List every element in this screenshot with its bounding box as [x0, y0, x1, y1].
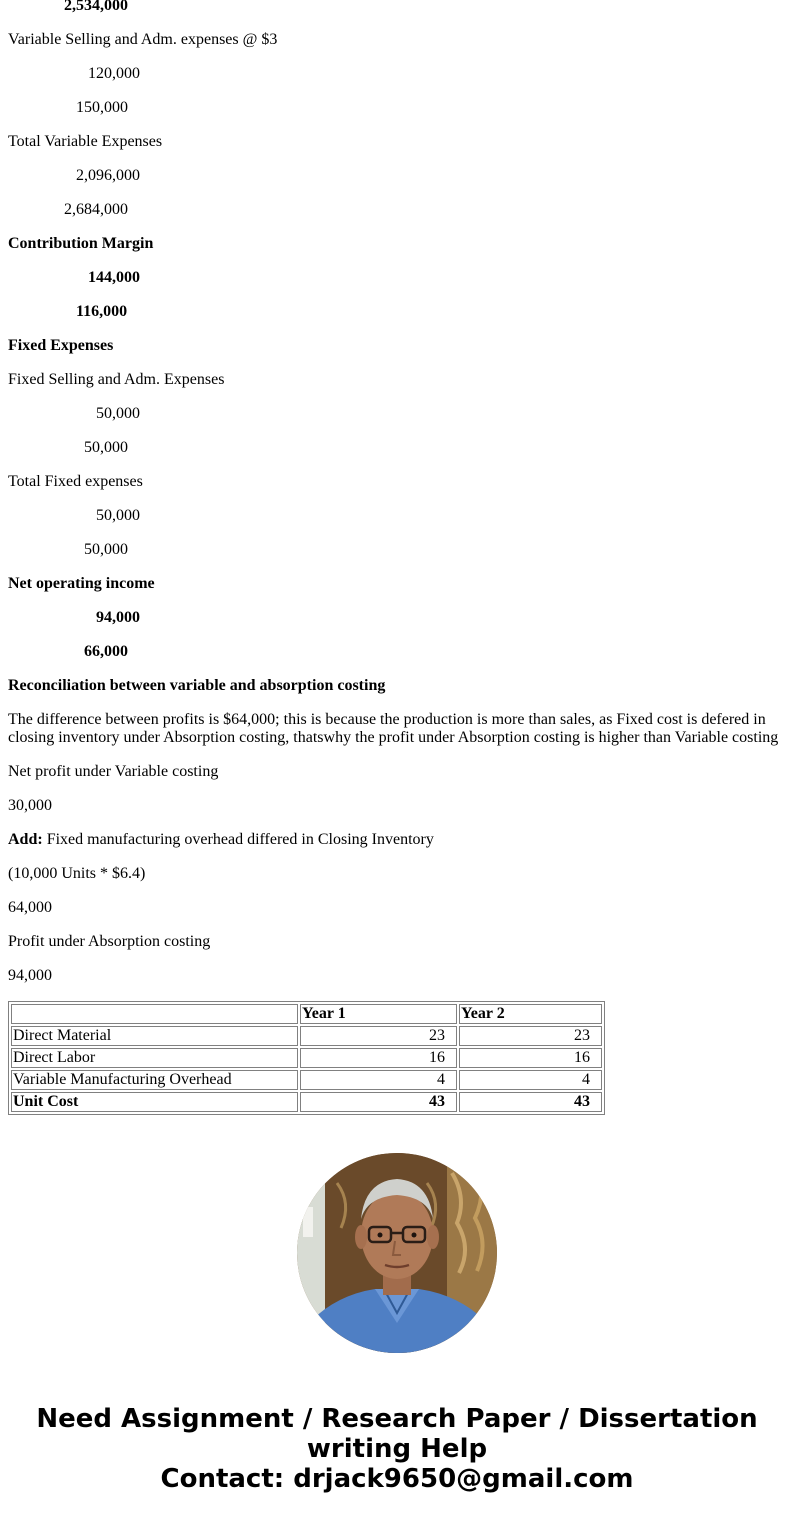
fixed-selling-label: Fixed Selling and Adm. Expenses	[8, 371, 225, 388]
table-row	[11, 1070, 602, 1090]
fixed-expenses-heading: Fixed Expenses	[8, 337, 114, 354]
avatar-photo-illustration	[297, 1153, 497, 1353]
net-operating-income-label: Net operating income	[8, 575, 155, 592]
table-total-row	[11, 1092, 602, 1112]
table-header-blank	[11, 1004, 298, 1024]
table-header-row	[11, 1004, 602, 1024]
table-header-year2: Year 2	[459, 1004, 602, 1024]
row-label: Direct Labor	[11, 1048, 298, 1068]
total-year1: 43	[300, 1092, 457, 1112]
variable-selling-year2: 150,000	[76, 99, 128, 116]
row-label: Direct Material	[11, 1026, 298, 1046]
row-year2: 23	[459, 1026, 602, 1046]
total-year2: 43	[459, 1092, 602, 1112]
sales-year2-value: 2,534,000	[64, 0, 128, 14]
absorption-profit-label: Profit under Absorption costing	[8, 933, 211, 950]
row-year1: 4	[300, 1070, 457, 1090]
total-variable-label: Total Variable Expenses	[8, 133, 163, 150]
variable-selling-label: Variable Selling and Adm. expenses @ $3	[8, 31, 278, 48]
contribution-margin-year2: 116,000	[76, 303, 128, 320]
table-header-year1: Year 1	[300, 1004, 457, 1024]
variable-selling-year1: 120,000	[88, 65, 140, 82]
row-year1: 16	[300, 1048, 457, 1068]
reconciliation-explanation: The difference between profits is $64,000; this is because the production is more than sales, as Fixed cost is defered in closing inventory under Absorption costing, thatswhy the profit under Absorption costing is higher than Variable costing	[8, 711, 779, 746]
absorption-profit-value: 94,000	[8, 967, 52, 984]
contribution-margin-year1: 144,000	[88, 269, 140, 286]
promo-line-1: Need Assignment / Research Paper / Dissertation	[36, 1404, 758, 1434]
total-variable-year2: 2,684,000	[64, 201, 128, 218]
add-text: Fixed manufacturing overhead differed in Closing Inventory	[42, 831, 434, 848]
add-fixed-overhead-line	[8, 831, 434, 849]
total-variable-year1: 2,096,000	[76, 167, 140, 184]
fixed-selling-year2: 50,000	[84, 439, 128, 456]
add-value: 64,000	[8, 899, 52, 916]
total-label: Unit Cost	[11, 1092, 298, 1112]
reconciliation-heading: Reconciliation between variable and absorption costing	[8, 677, 386, 694]
author-avatar	[297, 1153, 497, 1353]
total-fixed-year2: 50,000	[84, 541, 128, 558]
table-row	[11, 1026, 602, 1046]
add-label: Add:	[8, 831, 43, 848]
contribution-margin-label: Contribution Margin	[8, 235, 154, 252]
row-year2: 16	[459, 1048, 602, 1068]
variable-profit-value: 30,000	[8, 797, 52, 814]
total-fixed-label: Total Fixed expenses	[8, 473, 143, 490]
promo-banner	[0, 1404, 794, 1494]
net-operating-income-year2: 66,000	[84, 643, 128, 660]
table-row	[11, 1048, 602, 1068]
promo-line-2: writing Help	[306, 1434, 488, 1464]
promo-contact-line[interactable]: Contact: drjack9650@gmail.com	[160, 1464, 634, 1494]
row-label: Variable Manufacturing Overhead	[11, 1070, 298, 1090]
unit-cost-table	[8, 1001, 605, 1115]
row-year1: 23	[300, 1026, 457, 1046]
row-year2: 4	[459, 1070, 602, 1090]
net-operating-income-year1: 94,000	[96, 609, 140, 626]
fixed-selling-year1: 50,000	[96, 405, 140, 422]
add-calculation: (10,000 Units * $6.4)	[8, 865, 146, 882]
total-fixed-year1: 50,000	[96, 507, 140, 524]
variable-profit-label: Net profit under Variable costing	[8, 763, 219, 780]
